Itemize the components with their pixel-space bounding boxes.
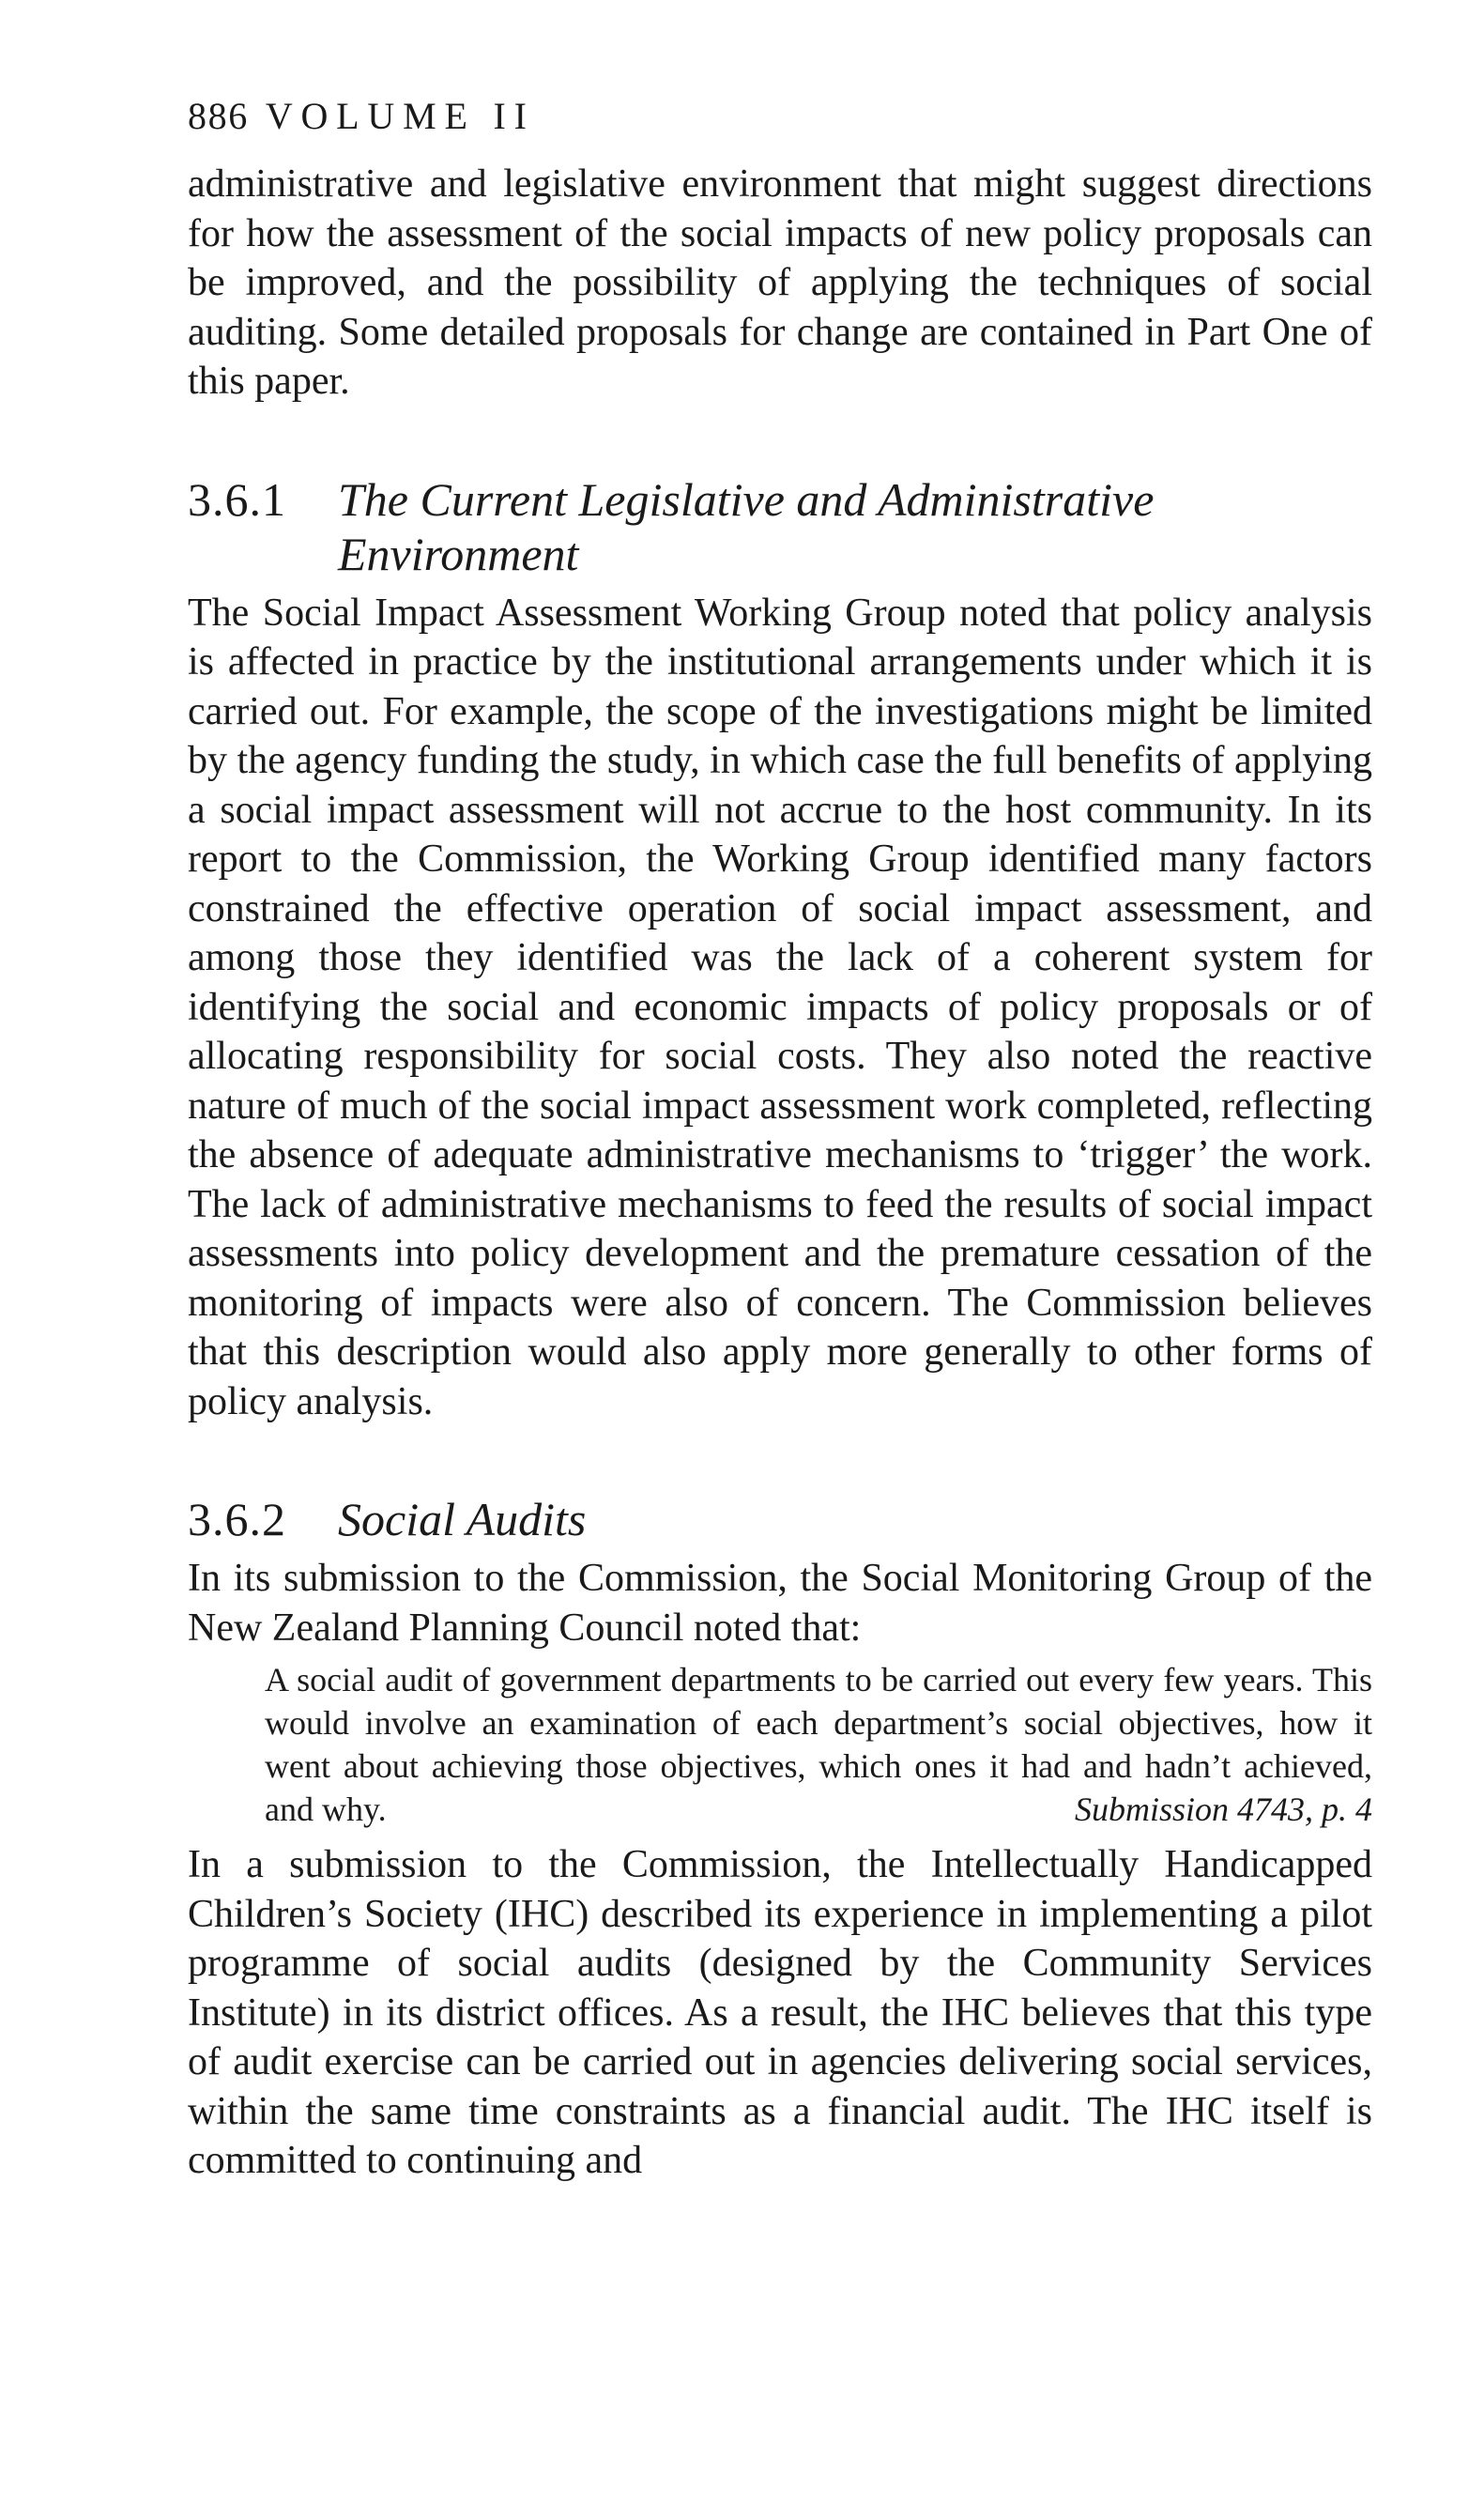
social-audits-intro-paragraph: In its submission to the Commission, the Social Monitoring Group of the New Zealand Planning Council noted that:: [188, 1557, 1372, 1650]
section-title: The Current Legislative and Administrative Environment: [338, 472, 1155, 580]
section-number: 3.6.2: [188, 1493, 286, 1545]
quote-text: A social audit of government departments to be carried out every few years. This would involve an examination of each department’s social objectives, how it went about achieving those objectives, which ones it had and hadn’t achieved, and why.: [265, 1661, 1372, 1828]
block-quote: [265, 1658, 1372, 1831]
section-title: Social Audits: [338, 1493, 587, 1545]
ihc-paragraph: In a submission to the Commission, the Intellectually Handicapped Children’s Society (IHC) described its experience in implementing a pilot programme of social audits (designed by the Community Services Institute) in its district offices. As a result, the IHC believes that this type of audit exercise can be carried out in agencies delivering social services, within the same time constraints as a financial audit. The IHC itself is committed to continuing and: [188, 1843, 1372, 2182]
page-number: 886: [188, 95, 249, 137]
section-number: 3.6.1: [188, 472, 286, 526]
volume-label: VOLUME II: [265, 95, 535, 137]
running-header: [188, 94, 1372, 139]
quote-citation: Submission 4743, p. 4: [1074, 1790, 1372, 1828]
section-heading-3-6-1: [188, 472, 1372, 581]
legislative-environment-paragraph: The Social Impact Assessment Working Group noted that policy analysis is affected in practice by the institutional arrangements under which it is carried out. For example, the scope of the investigations might be limited by the agency funding the study, in which case the full benefits of applying a social impact assessment will not accrue to the host community. In its report to the Commission, the Working Group identified many factors constrained the effective operation of social impact assessment, and among those they identified was the lack of a coherent system for identifying the social and economic impacts of policy proposals or of allocating responsibility for social costs. They also noted the reactive nature of much of the social impact assessment work completed, reflecting the absence of adequate administrative mechanisms to ‘trigger’ the work. The lack of administrative mechanisms to feed the results of social impact assessments into policy development and the premature cessation of the monitoring of impacts were also of concern. The Commission believes that this description would also apply more generally to other forms of policy analysis.: [188, 591, 1372, 1423]
intro-paragraph: administrative and legislative environment that might suggest directions for how the assessment of the social impacts of new policy proposals can be improved, and the possibility of applying the techniques of social auditing. Some detailed proposals for change are contained in Part One of this paper.: [188, 162, 1372, 403]
section-heading-3-6-2: [188, 1492, 1372, 1546]
document-page: [188, 94, 1372, 2186]
